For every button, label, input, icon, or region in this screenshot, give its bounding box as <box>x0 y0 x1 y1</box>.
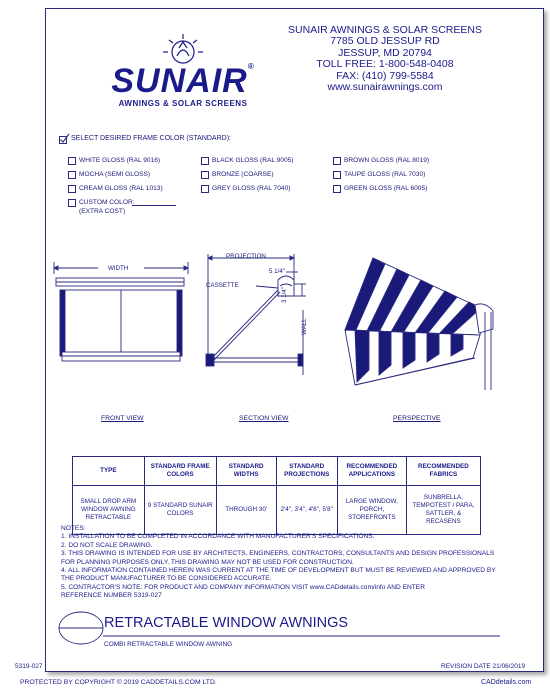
option-custom-color: CUSTOM COLOR: <box>79 199 135 206</box>
header-projections: STANDARD PROJECTIONS <box>276 457 337 486</box>
checkbox-custom-color[interactable] <box>68 199 76 207</box>
option-brown-gloss: BROWN GLOSS (RAL 8019) <box>344 157 430 164</box>
checkbox-black-gloss[interactable] <box>201 157 209 165</box>
logo-wordmark: SUNAIR® <box>111 62 255 100</box>
cell-applications: LARGE WINDOW, PORCH, STOREFRONTS <box>337 486 406 535</box>
note-line: 3. THIS DRAWING IS INTENDED FOR USE BY ARCHITECTS, ENGINEERS, CONTRACTORS, CONSULTANTS AND DESIGN PROFESSIONALS <box>61 550 495 558</box>
custom-color-field[interactable] <box>132 205 176 206</box>
header-applications: RECOMMENDED APPLICATIONS <box>337 457 406 486</box>
checkmark-icon[interactable] <box>59 133 70 144</box>
frame-color-heading: SELECT DESIRED FRAME COLOR (STANDARD): <box>71 135 231 142</box>
dimension-3-1-4: 3 1/4" <box>281 287 288 303</box>
cell-fabrics: SUNBRELLA, TEMPOTEST / PARA, SATTLER, & RECASENS <box>406 486 480 535</box>
copyright-notice: PROTECTED BY COPYRIGHT © 2019 CADDETAILS.COM LTD. <box>20 679 217 686</box>
notes-block <box>61 525 496 601</box>
note-line: 4. ALL INFORMATION CONTAINED HEREIN WAS CURRENT AT THE TIME OF DEVELOPMENT BUT MUST BE REVIEWED AND APPROVED BY <box>61 567 496 575</box>
header-fabrics: RECOMMENDED FABRICS <box>406 457 480 486</box>
cassette-label: CASSETTE <box>206 282 239 289</box>
section-view-drawing <box>198 250 308 380</box>
revision-date: REVISION DATE 21/06/2019 <box>441 663 526 670</box>
option-bronze: BRONZE (COARSE) <box>212 171 274 178</box>
option-mocha: MOCHA (SEMI GLOSS) <box>79 171 151 178</box>
dimension-5-1-4: 5 1/4" <box>269 268 285 275</box>
table-header-row <box>73 457 481 486</box>
note-line: THE PRODUCT MANUFACTURER TO BE CONSIDERED ACCURATE. <box>61 575 272 583</box>
checkbox-white-gloss[interactable] <box>68 157 76 165</box>
drawing-subtitle: COMBI RETRACTABLE WINDOW AWNING <box>104 641 233 648</box>
cell-type: SMALL DROP ARM WINDOW AWNING RETRACTABLE <box>73 486 145 535</box>
notes-heading: NOTES: <box>61 525 86 532</box>
company-name: SUNAIR AWNINGS & SOLAR SCREENS <box>288 24 482 36</box>
note-line: FOR PLANNING PURPOSES ONLY. THIS DRAWING MAY NOT BE USED FOR CONSTRUCTION. <box>61 558 354 566</box>
perspective-label: PERSPECTIVE <box>393 415 441 422</box>
note-line: 5. CONTRACTOR'S NOTE: FOR PRODUCT AND COMPANY INFORMATION VISIT www.CADdetails.com/info AND ENTER <box>61 583 425 591</box>
caddetails-link[interactable]: CADdetails.com <box>481 679 532 686</box>
drawing-title: RETRACTABLE WINDOW AWNINGS <box>104 615 349 631</box>
note-line: 1. INSTALLATION TO BE COMPLETED IN ACCORDANCE WITH MANUFACTURER'S SPECIFICATIONS. <box>61 533 375 541</box>
checkbox-brown-gloss[interactable] <box>333 157 341 165</box>
cell-widths: THROUGH 30' <box>216 486 276 535</box>
option-black-gloss: BLACK GLOSS (RAL 9005) <box>212 157 294 164</box>
checkbox-grey-gloss[interactable] <box>201 185 209 193</box>
perspective-drawing <box>335 250 505 395</box>
company-website[interactable]: www.sunairawnings.com <box>327 81 443 94</box>
checkbox-taupe-gloss[interactable] <box>333 171 341 179</box>
option-white-gloss: WHITE GLOSS (RAL 9016) <box>79 157 161 164</box>
wall-label: WALL <box>301 318 308 335</box>
width-dimension: WIDTH <box>108 265 129 272</box>
company-address-line1: 7785 OLD JESSUP RD <box>330 35 440 48</box>
cell-frame-colors: 9 STANDARD SUNAIR COLORS <box>144 486 216 535</box>
cell-projections: 2'4", 3'4", 4'6", 5'8" <box>276 486 337 535</box>
company-address-line2: JESSUP, MD 20794 <box>338 46 432 59</box>
header-widths: STANDARD WIDTHS <box>216 457 276 486</box>
checkbox-cream-gloss[interactable] <box>68 185 76 193</box>
option-taupe-gloss: TAUPE GLOSS (RAL 7030) <box>344 171 426 178</box>
note-line: 2. DO NOT SCALE DRAWING. <box>61 541 153 549</box>
reference-number: 5319-027 <box>15 663 43 670</box>
option-cream-gloss: CREAM GLOSS (RAL 1013) <box>79 185 163 192</box>
projection-dimension: PROJECTION <box>226 253 266 260</box>
company-info <box>265 25 505 93</box>
custom-color-note: (EXTRA COST) <box>79 208 126 215</box>
specification-table <box>72 456 481 535</box>
option-green-gloss: GREEN GLOSS (RAL 6005) <box>344 185 428 192</box>
note-line: REFERENCE NUMBER 5319-027 <box>61 592 162 600</box>
front-view-label: FRONT VIEW <box>101 415 144 422</box>
header-type: TYPE <box>73 457 145 486</box>
checkbox-mocha[interactable] <box>68 171 76 179</box>
front-view-drawing <box>52 258 192 370</box>
checkbox-green-gloss[interactable] <box>333 185 341 193</box>
section-view-label: SECTION VIEW <box>239 415 289 422</box>
option-grey-gloss: GREY GLOSS (RAL 7040) <box>212 185 291 192</box>
header-frame-colors: STANDARD FRAME COLORS <box>144 457 216 486</box>
logo-tagline: AWNINGS & SOLAR SCREENS <box>118 99 248 108</box>
sunair-logo <box>103 30 263 110</box>
company-fax: FAX: (410) 799-5584 <box>336 69 434 82</box>
checkbox-bronze[interactable] <box>201 171 209 179</box>
company-tollfree: TOLL FREE: 1-800-548-0408 <box>316 58 454 71</box>
